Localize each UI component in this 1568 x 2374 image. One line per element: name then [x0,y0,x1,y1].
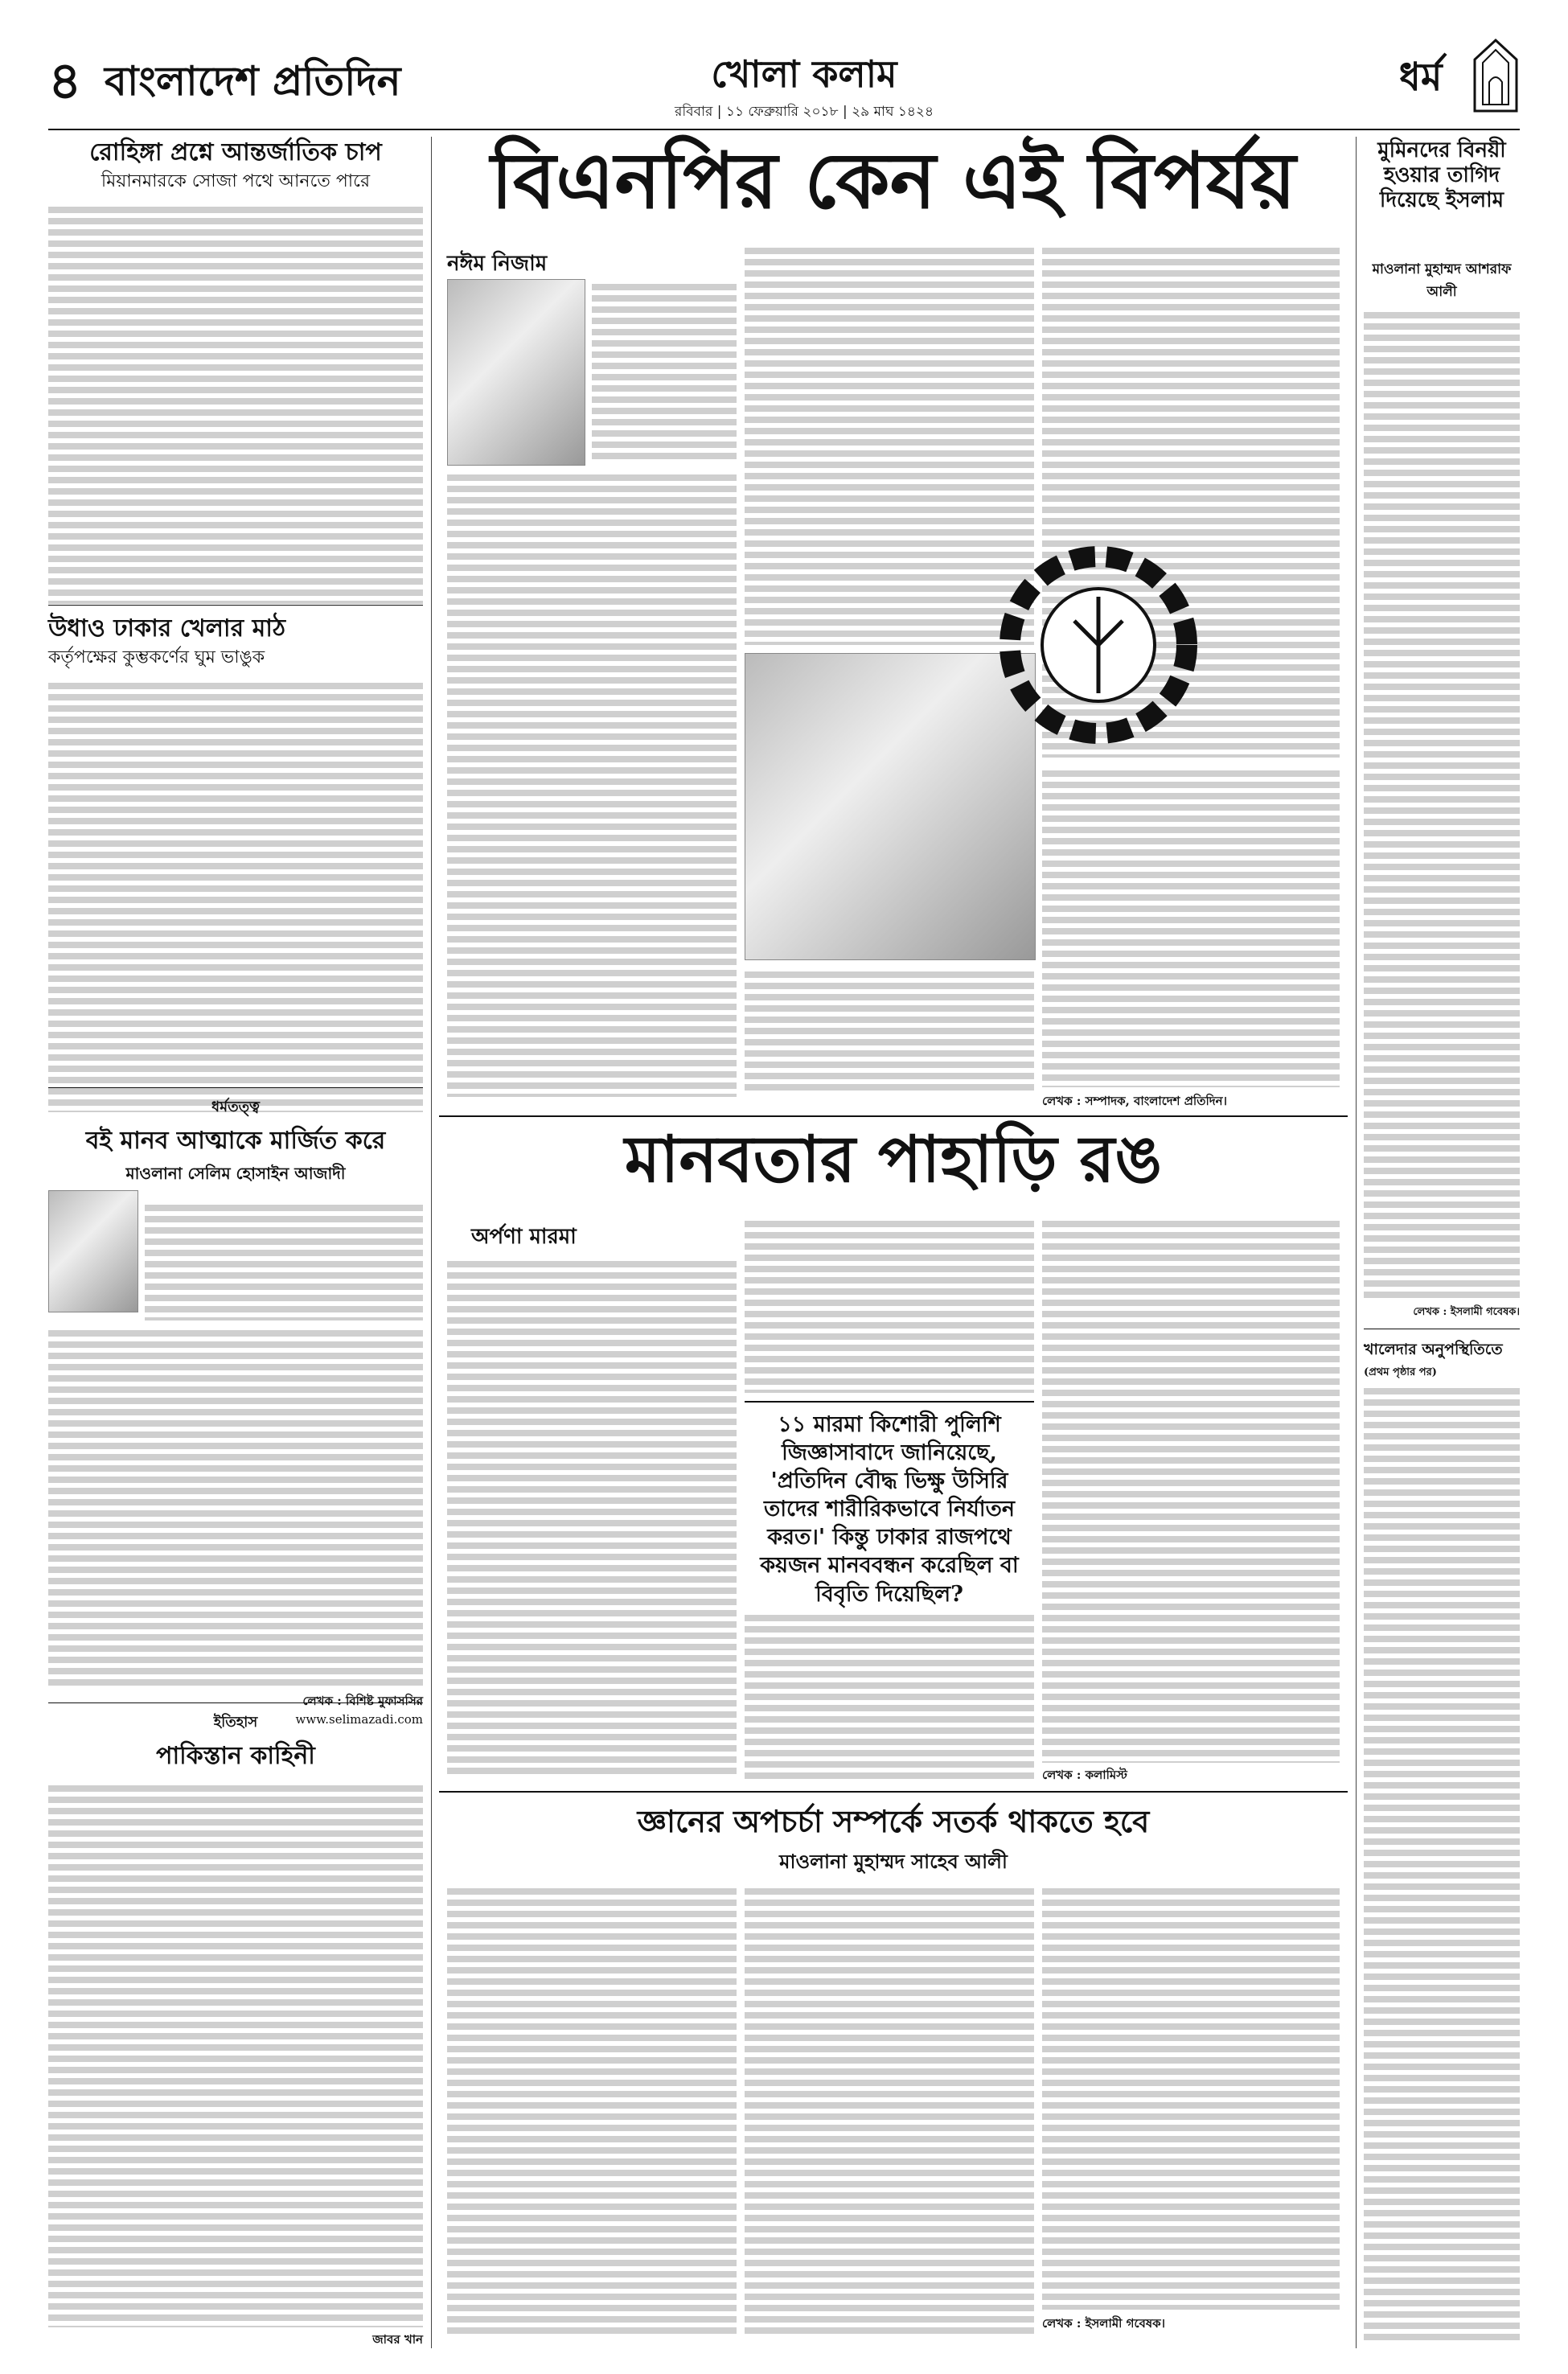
second-headline: মানবতার পাহাড়ি রঙ [624,1121,1163,1197]
center-column [439,135,1348,2350]
second-author: অর্পণা মারমা [471,1225,577,1249]
masthead-rule [48,129,1520,130]
column-rule-right [1356,137,1357,2348]
lead-body-col1 [592,279,737,464]
author-tag: লেখক : ইসলামী গবেষক। [1413,1306,1520,1318]
lead-body-col1b [447,470,737,1097]
author-tag: জাবর খান [372,2332,423,2347]
pull-quote: ১১ মারমা কিশোরী পুলিশি জিজ্ঞাসাবাদে জানিয়েছে, 'প্রতিদিন বৌদ্ধ ভিক্ষু উসিরি তাদের শারীরিকভাবে নির্যাতন করত।' কিন্তু ঢাকার রাজপথে কয়জন মানববন্ধন করেছিল বা বিবৃতি দিয়েছিল? [745,1401,1034,1618]
article-author: মাওলানা মুহাম্মদ আশরাফ আলী [1372,261,1512,300]
right-column [1364,138,1520,2350]
section-tag: ধর্ম [1399,55,1443,100]
party-logo-icon [978,524,1219,766]
article-author: মাওলানা সেলিম হোসাইন আজাদী [125,1164,346,1183]
article-rohingya [48,138,423,604]
article-body [1364,1383,1520,2340]
website: www.selimazadi.com [295,1712,423,1727]
masthead [48,32,1520,121]
divider [439,1115,1348,1117]
second-body-col2a [745,1216,1034,1393]
article-title: উধাও ঢাকার খেলার মাঠ [48,614,285,643]
lead-author-photo [447,279,585,466]
article-title: বই মানব আত্মাকে মার্জিত করে [85,1127,386,1155]
mosque-icon [1472,37,1520,114]
dateline: রবিবার | ১১ ফেব্রুয়ারি ২০১৮ | ২৯ মাঘ ১৪২৪ [674,104,934,120]
article-body [48,1780,423,2327]
lead-headline: বিএনপির কেন এই বিপর্যয় [491,135,1296,226]
lead-author: নঈম নিজাম [447,252,548,276]
article-title: খালেদার অনুপস্থিতিতে [1364,1341,1503,1358]
article-body [145,1200,423,1320]
continued-label: (প্রথম পৃষ্ঠার পর) [1364,1366,1437,1378]
divider [439,1791,1348,1793]
third-author-tag: লেখক : ইসলামী গবেষক। [1042,2316,1166,2331]
article-playground [48,614,423,1112]
article-title: রোহিঙ্গা প্রশ্নে আন্তর্জাতিক চাপ [89,138,382,166]
lead-body-col3b [1042,766,1340,1087]
page-number: ৪ [48,51,82,111]
section-title: খোলা কলাম [711,52,897,96]
article-subtitle: কর্তৃপক্ষের কুম্ভকর্ণের ঘুম ভাঙুক [48,647,265,667]
divider [48,605,423,606]
article-kicker: ধর্মতত্ত্ব [211,1099,260,1115]
divider [48,1087,423,1088]
lead-body-col2b [745,967,1034,1095]
paper-name: বাংলাদেশ প্রতিদিন [105,57,401,105]
article-pakistan [48,1711,423,2351]
article-title: মুমিনদের বিনয়ী হওয়ার তাগিদ দিয়েছে ইসলাম [1377,138,1506,213]
article-subtitle: মিয়ানমারকে সোজা পথে আনতে পারে [101,171,371,191]
author-photo [48,1190,138,1312]
third-body-col2 [745,1883,1034,2334]
article-body [1364,307,1520,1300]
article-body [48,678,423,1112]
divider [48,1702,423,1703]
lead-author-tag: লেখক : সম্পাদক, বাংলাদেশ প্রতিদিন। [1042,1094,1227,1108]
second-body-col2b [745,1610,1034,1779]
left-column [48,138,423,2350]
third-body-col3 [1042,1883,1340,2310]
third-author: মাওলানা মুহাম্মদ সাহেব আলী [779,1850,1008,1873]
third-headline: জ্ঞানের অপচর্চা সম্পর্কে সতর্ক থাকতে হবে [637,1803,1150,1839]
article-title: পাকিস্তান কাহিনী [156,1742,315,1770]
article-kicker: ইতিহাস [213,1714,258,1731]
author-tag: লেখক : বিশিষ্ট মুফাসসির [302,1694,423,1708]
article-body [48,202,423,604]
third-body-col1 [447,1883,737,2334]
second-author-tag: লেখক : কলামিস্ট [1042,1768,1127,1782]
article-books [48,1095,423,1727]
column-rule-left [431,137,432,2348]
article-body [48,1325,423,1687]
second-body-col1 [447,1256,737,1779]
second-body-col3 [1042,1216,1340,1763]
